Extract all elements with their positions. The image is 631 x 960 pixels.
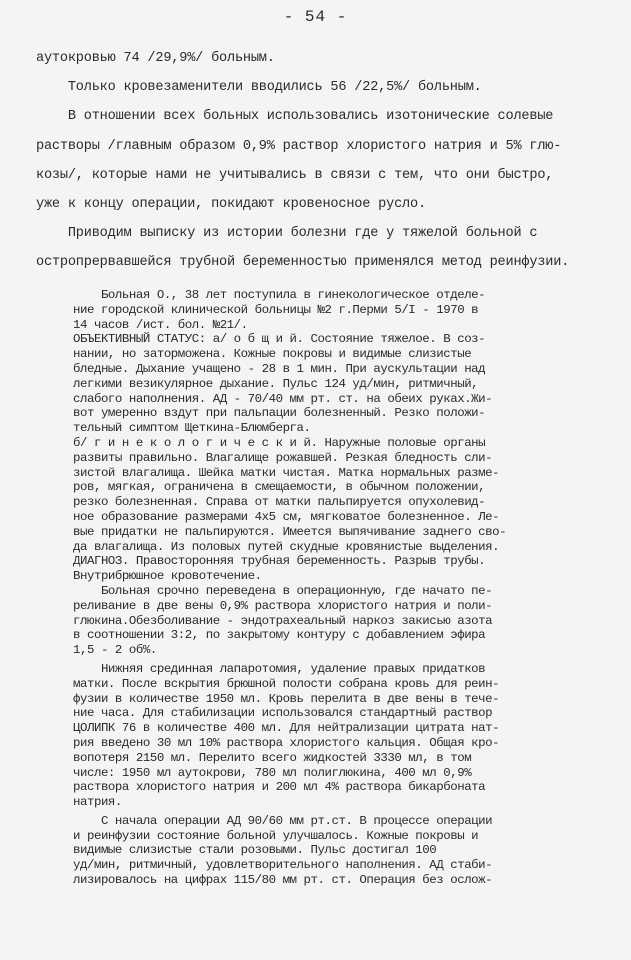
text-line: ЦОЛИПК 76 в количестве 400 мл. Для нейтрализации цитрата нат- (73, 721, 500, 736)
text-line: 1,5 - 2 об%. (73, 643, 157, 658)
text-line: числе: 1950 мл аутокрови, 780 мл полиглюкина, 400 мл 0,9% (73, 765, 472, 780)
text-line: Приводим выписку из истории болезни где у тяжелой больной с (36, 226, 538, 242)
text-line: Нижняя срединная лапаротомия, удаление правых придатков (73, 661, 486, 676)
text-line: В отношении всех больных использовались изотонические солевые (36, 109, 554, 125)
text-line: вые придатки не пальпируются. Имеется выпячивание заднего сво- (73, 524, 507, 539)
text-line: б/ г и н е к о л о г и ч е с к и й. Наружные половые органы (73, 435, 486, 450)
text-line: остропрервавшейся трубной беременностью применялся метод реинфузии. (36, 255, 570, 271)
text-line: раствора хлористого натрия и 200 мл 4% раствора бикарбоната (73, 780, 486, 795)
text-line: ДИАГНОЗ. Правосторонняя трубная беременность. Разрыв трубы. (73, 554, 486, 569)
text-line: рия введено 30 мл 10% раствора хлористого кальция. Общая кро- (73, 735, 500, 750)
text-line: лизировалось на цифрах 115/80 мм рт. ст. Операция без ослож- (73, 873, 493, 888)
text-line: вопотеря 2150 мл. Перелито всего жидкостей 3330 мл, в том (73, 750, 472, 765)
text-line: натрия. (73, 795, 122, 810)
text-line: резко болезненная. Справа от матки пальпируется опухолевид- (73, 495, 486, 510)
text-line: 14 часов /ист. бол. №21/. (73, 317, 248, 332)
text-line: видимые слизистые стали розовыми. Пульс достигал 100 (73, 843, 437, 858)
text-line: в соотношении 3:2, по закрытому контуру с добавлением эфира (73, 628, 486, 643)
text-line: Только кровезаменители вводились 56 /22,5%/ больным. (36, 80, 482, 96)
text-line: ние городской клинической больницы №2 г.Перми 5/I - 1970 в (73, 302, 479, 317)
text-line: ОБЪЕКТИВНЫЙ СТАТУС: а/ о б щ и й. Состояние тяжелое. В соз- (73, 332, 486, 347)
text-line: да влагалища. Из половых путей скудные кровянистые выделения. (73, 539, 500, 554)
text-line: Внутрибрюшное кровотечение. (73, 569, 262, 584)
text-line: Больная срочно переведена в операционную, где начато пе- (73, 583, 493, 598)
text-line: глюкина.Обезболивание - эндотрахеальный наркоз закисью азота (73, 613, 493, 628)
text-line: уже к концу операции, покидают кровеносное русло. (36, 197, 426, 213)
text-line: растворы /главным образом 0,9% раствор хлористого натрия и 5% глю- (36, 138, 562, 154)
page-number: - 54 - (283, 8, 348, 26)
intro-text (36, 44, 606, 278)
text-line: матки. После вскрытия брюшной полости собрана кровь для реин- (73, 676, 500, 691)
text-line: козы/, которые нами не учитывались в связи с тем, что они быстро, (36, 167, 554, 183)
text-line: зистой влагалища. Шейка матки чистая. Матка нормальных разме- (73, 465, 500, 480)
text-line: бледные. Дыхание учащено - 28 в 1 мин. При аускультации над (73, 361, 486, 376)
text-line: нании, но заторможена. Кожные покровы и видимые слизистые (73, 347, 472, 362)
text-line: аутокровью 74 /29,9%/ больным. (36, 51, 275, 66)
text-line: ров, мягкая, ограничена в смещаемости, в обычном положении, (73, 480, 486, 495)
case-history-excerpt (73, 288, 593, 888)
text-line: вот умеренно вздут при пальпации болезненный. Резко положи- (73, 406, 486, 421)
text-line: ное образование размерами 4х5 см, мягковатое болезненное. Ле- (73, 509, 500, 524)
text-line: реливание в две вены 0,9% раствора хлористого натрия и поли- (73, 598, 493, 613)
text-line: развиты правильно. Влагалище рожавшей. Резкая бледность сли- (73, 450, 493, 465)
text-line: и реинфузии состояние больной улучшалось. Кожные покровы и (73, 828, 479, 843)
text-line: фузии в количестве 1950 мл. Кровь перелита в две вены в тече- (73, 691, 500, 706)
text-line: легкими везикулярное дыхание. Пульс 124 уд/мин, ритмичный, (73, 376, 479, 391)
text-line: С начала операции АД 90/60 мм рт.ст. В процессе операции (73, 813, 493, 828)
text-line: Больная О., 38 лет поступила в гинекологическое отделе- (73, 288, 486, 302)
text-line: ние часа. Для стабилизации использовался стандартный раствор (73, 706, 493, 721)
text-line: тельный симптом Щеткина-Блюмберга. (73, 421, 311, 436)
text-line: уд/мин, ритмичный, удовлетворительного наполнения. АД стаби- (73, 858, 493, 873)
text-line: слабого наполнения. АД - 70/40 мм рт. ст. на обеих руках.Жи- (73, 391, 493, 406)
